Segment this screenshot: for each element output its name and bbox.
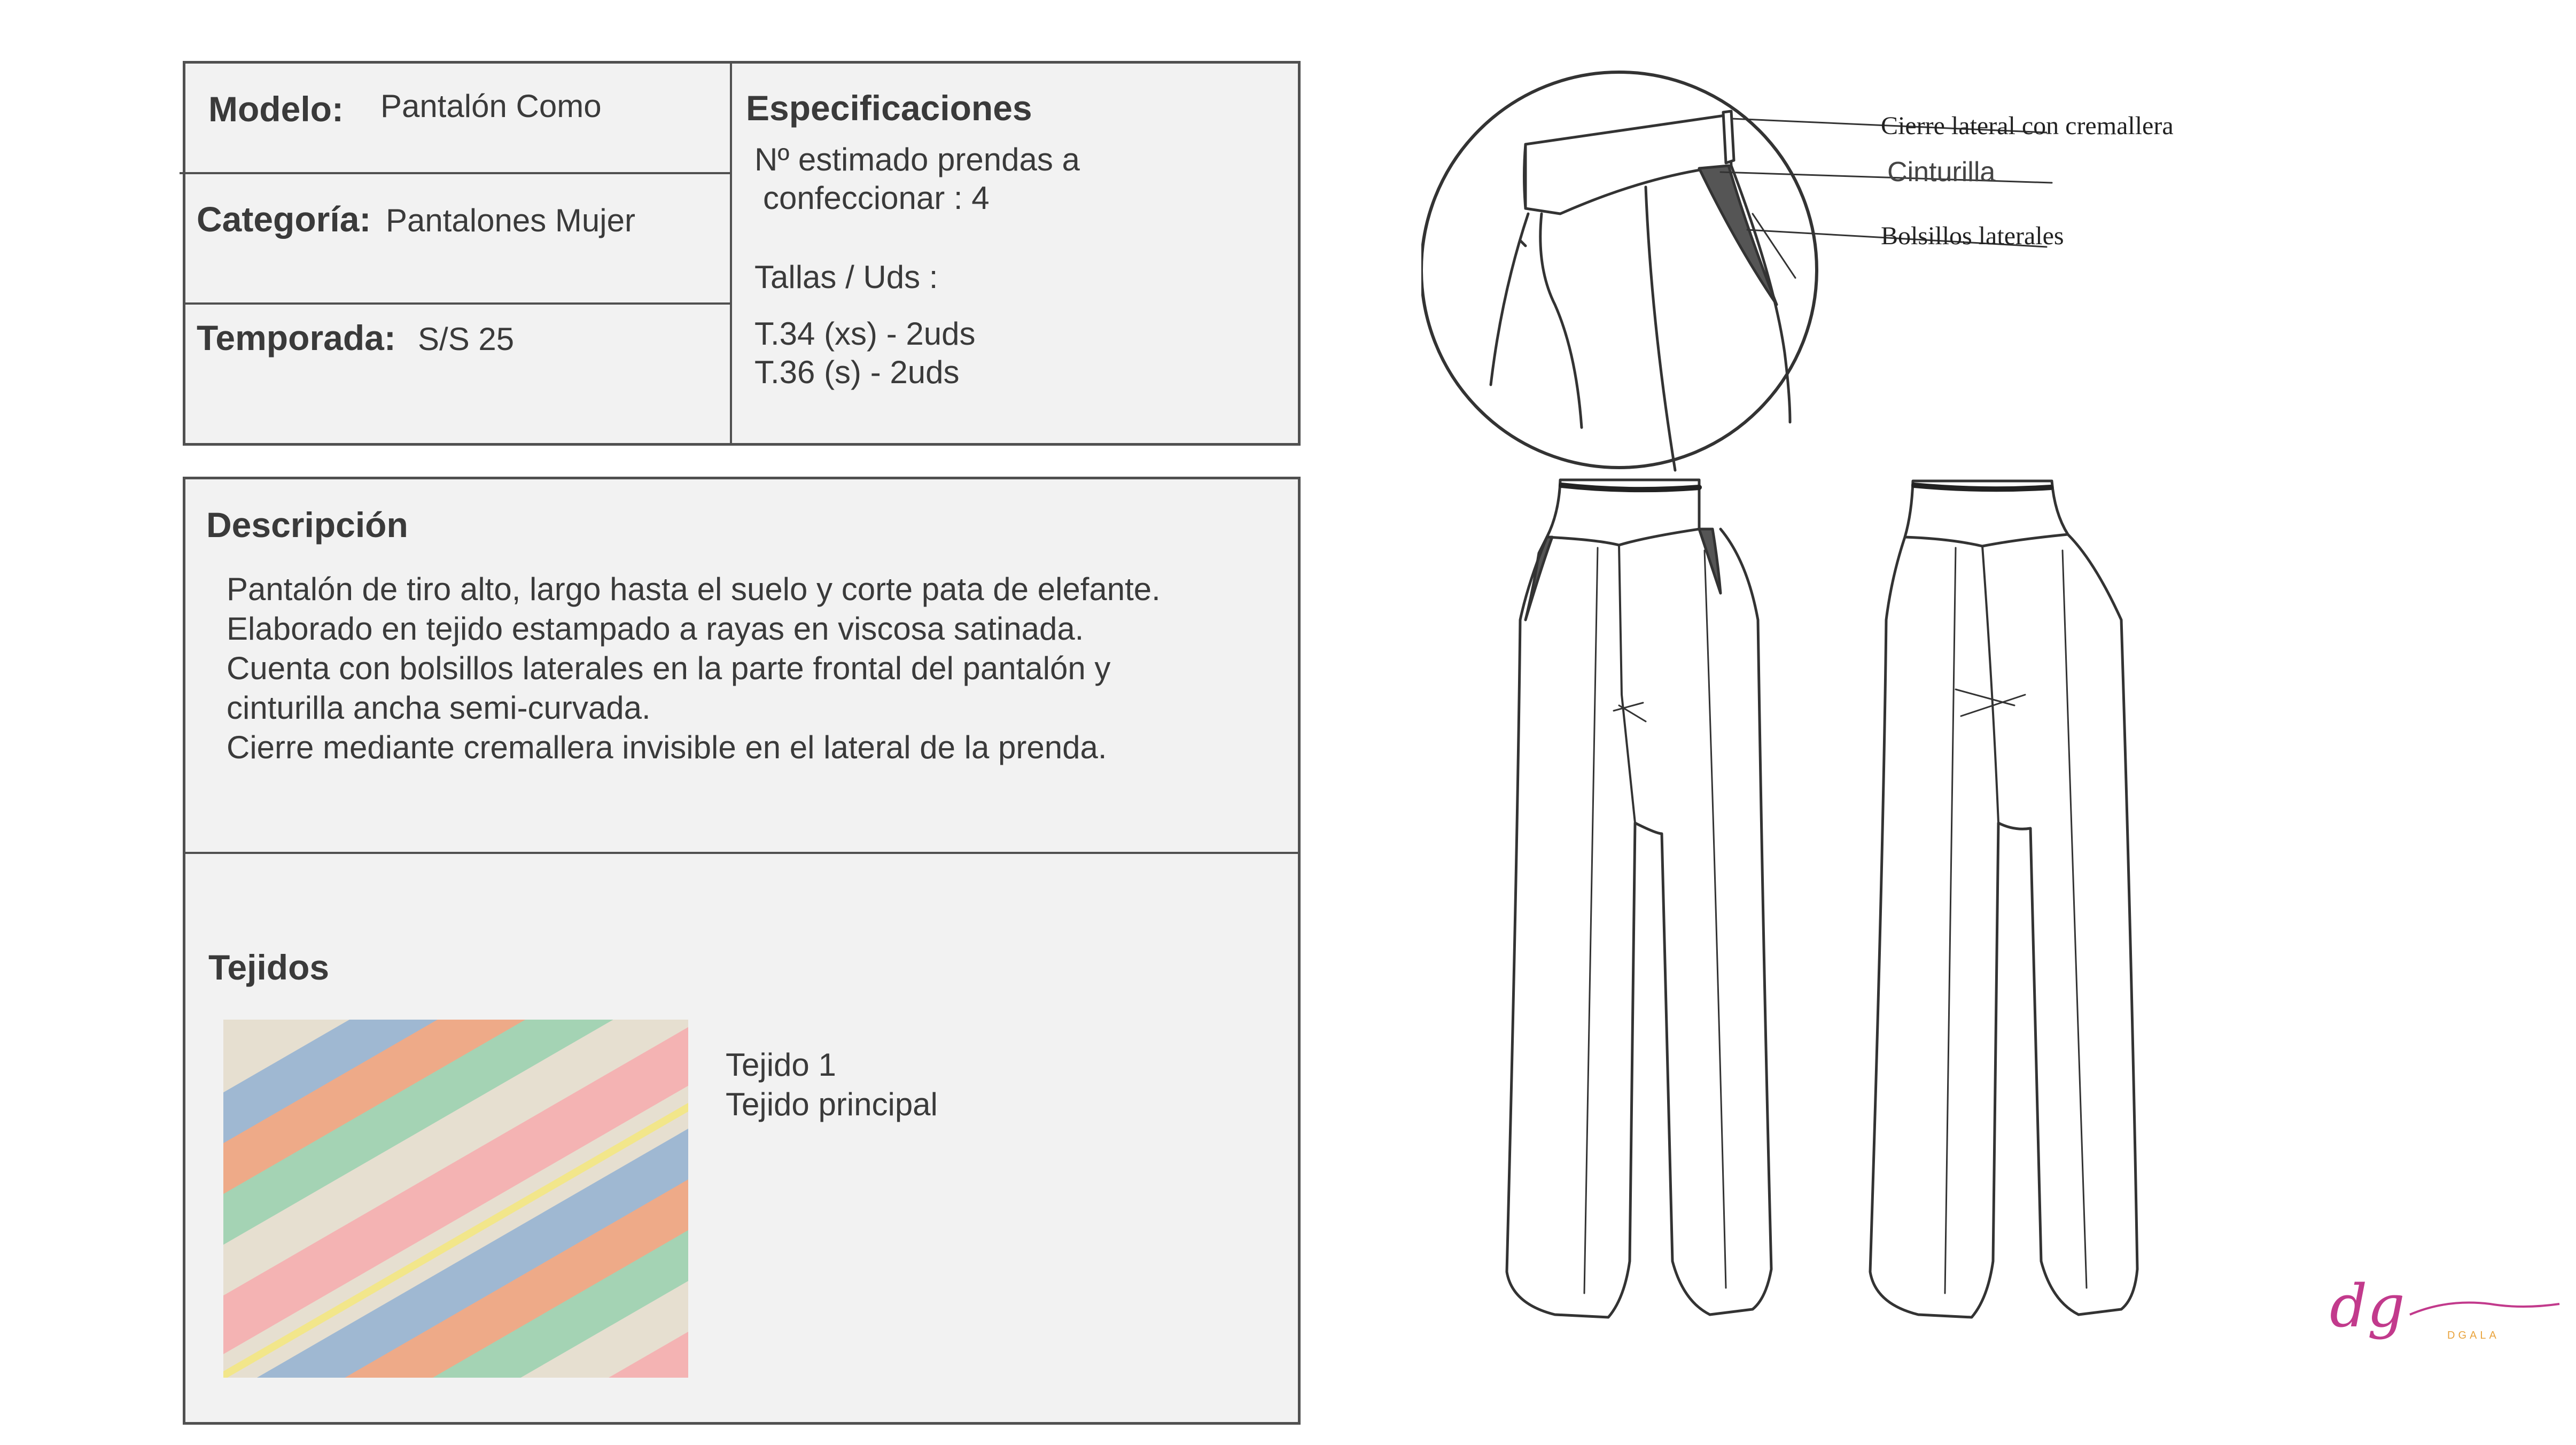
header-divider-1 (180, 172, 732, 174)
header-divider-vertical (730, 61, 732, 446)
callout-pockets: Bolsillos laterales (1881, 222, 2064, 250)
specs-size-1: T.34 (xs) - 2uds (754, 316, 976, 352)
specs-sizes-title: Tallas / Uds : (754, 259, 938, 295)
callout-waistband: Cinturilla (1887, 157, 1996, 188)
specs-quantity-line1: Nº estimado prendas a (754, 142, 1080, 177)
callout-zipper: Cierre lateral con cremallera (1881, 112, 2174, 140)
brand-logo-script: dg (2330, 1272, 2405, 1340)
season-value: S/S 25 (418, 321, 515, 357)
header-info-box (183, 61, 1301, 446)
description-line-1: Pantalón de tiro alto, largo hasta el suelo y corte pata de elefante. (227, 571, 1161, 607)
description-line-5: Cierre mediante cremallera invisible en el lateral de la prenda. (227, 729, 1107, 765)
front-view-trousers (1507, 480, 1771, 1317)
model-label: Modelo: (208, 89, 344, 129)
back-view-trousers (1870, 481, 2137, 1317)
specs-quantity-line2: confeccionar : 4 (763, 180, 990, 216)
description-line-4: cinturilla ancha semi-curvada. (227, 690, 651, 726)
detail-zoom-circle (1421, 72, 1817, 470)
specs-title: Especificaciones (746, 88, 1032, 128)
header-divider-2 (183, 302, 732, 305)
description-divider (183, 852, 1301, 854)
description-line-3: Cuenta con bolsillos laterales en la parte frontal del pantalón y (227, 650, 1111, 686)
fabric-role: Tejido principal (726, 1086, 938, 1122)
model-value: Pantalón Como (380, 88, 602, 124)
brand-logo (2330, 1272, 2565, 1379)
specs-size-2: T.36 (s) - 2uds (754, 354, 960, 390)
category-label: Categoría: (197, 199, 371, 239)
category-value: Pantalones Mujer (386, 203, 635, 238)
fabric-swatch-image (223, 1020, 688, 1378)
fabric-name: Tejido 1 (726, 1047, 836, 1083)
season-label: Temporada: (197, 318, 396, 358)
description-line-2: Elaborado en tejido estampado a rayas en viscosa satinada. (227, 611, 1084, 647)
description-title: Descripción (206, 505, 408, 545)
fabrics-title: Tejidos (208, 947, 330, 987)
brand-name: DGALA (2447, 1330, 2500, 1341)
